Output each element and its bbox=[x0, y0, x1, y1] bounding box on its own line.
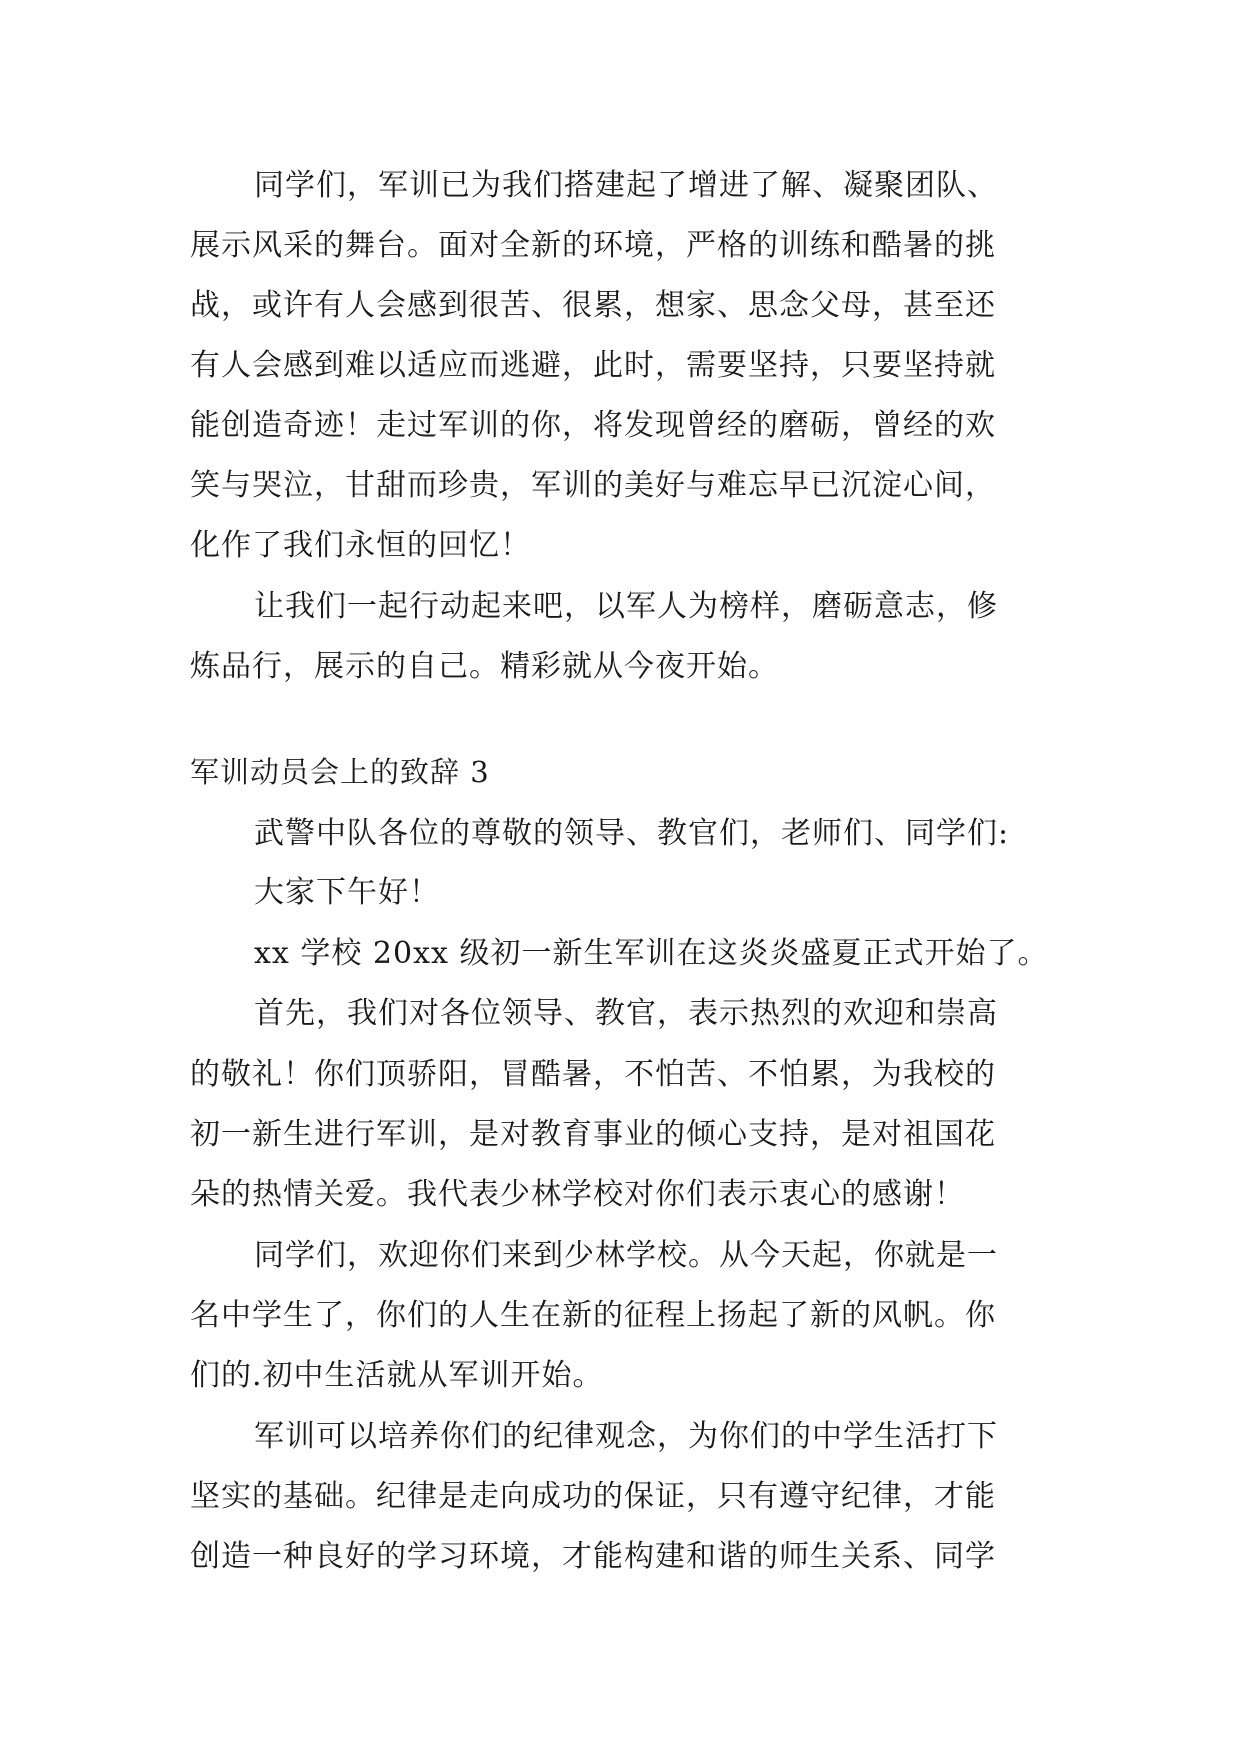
paragraph-line: 炼品行，展示的自己。精彩就从今夜开始。 bbox=[190, 649, 779, 684]
paragraph-line: xx 学校 20xx 级初一新生军训在这炎炎盛夏正式开始了。 bbox=[254, 936, 1049, 971]
paragraph-line: 同学们，军训已为我们搭建起了增进了解、凝聚团队、 bbox=[254, 168, 998, 203]
section-heading: 军训动员会上的致辞 3 bbox=[190, 755, 490, 789]
paragraph-line: 战，或许有人会感到很苦、很累，想家、思念父母，甚至还 bbox=[190, 288, 996, 323]
paragraph-line: 们的.初中生活就从军训开始。 bbox=[190, 1358, 604, 1393]
paragraph-line: 展示风采的舞台。面对全新的环境，严格的训练和酷暑的挑 bbox=[190, 228, 996, 263]
paragraph-line: 能创造奇迹！走过军训的你，将发现曾经的磨砺，曾经的欢 bbox=[190, 408, 996, 443]
paragraph-line: 有人会感到难以适应而逃避，此时，需要坚持，只要坚持就 bbox=[190, 348, 996, 383]
salutation-line: 武警中队各位的尊敬的领导、教官们，老师们、同学们: bbox=[254, 816, 1010, 851]
paragraph-line: 创造一种良好的学习环境，才能构建和谐的师生关系、同学 bbox=[190, 1539, 996, 1574]
greeting-line: 大家下午好！ bbox=[254, 875, 440, 910]
paragraph-line: 首先，我们对各位领导、教官，表示热烈的欢迎和崇高 bbox=[254, 996, 998, 1031]
paragraph-line: 的敬礼！你们顶骄阳，冒酷暑，不怕苦、不怕累，为我校的 bbox=[190, 1057, 996, 1092]
paragraph-line: 军训可以培养你们的纪律观念，为你们的中学生活打下 bbox=[254, 1419, 998, 1454]
paragraph-line: 同学们，欢迎你们来到少林学校。从今天起，你就是一 bbox=[254, 1238, 998, 1273]
paragraph-line: 让我们一起行动起来吧，以军人为榜样，磨砺意志，修 bbox=[254, 589, 998, 624]
paragraph-line: 坚实的基础。纪律是走向成功的保证，只有遵守纪律，才能 bbox=[190, 1479, 996, 1514]
paragraph-line: 朵的热情关爱。我代表少林学校对你们表示衷心的感谢！ bbox=[190, 1177, 965, 1212]
paragraph-line: 笑与哭泣，甘甜而珍贵，军训的美好与难忘早已沉淀心间， bbox=[190, 468, 996, 503]
paragraph-line: 初一新生进行军训，是对教育事业的倾心支持，是对祖国花 bbox=[190, 1117, 996, 1152]
paragraph-line: 名中学生了，你们的人生在新的征程上扬起了新的风帆。你 bbox=[190, 1298, 996, 1333]
paragraph-line: 化作了我们永恒的回忆！ bbox=[190, 528, 531, 563]
